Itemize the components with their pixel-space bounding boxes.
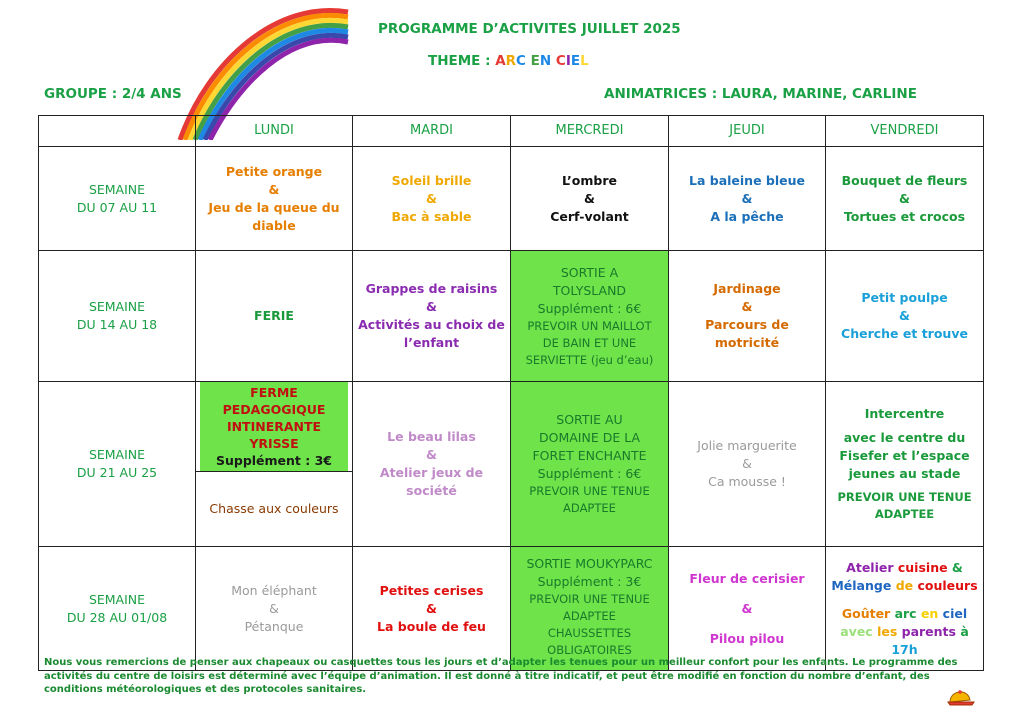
activity-text: Petite orange xyxy=(225,163,323,179)
outing-note: DE BAIN ET UNE xyxy=(542,335,637,350)
outing-cell xyxy=(511,382,669,547)
week-cell xyxy=(39,547,196,671)
activity-text: Jardinage xyxy=(713,281,781,296)
activity-text: l’enfant xyxy=(403,335,460,350)
activity-text: Mon éléphant xyxy=(231,582,317,598)
day-header-lundi: LUNDI xyxy=(196,116,353,147)
activity-text: & xyxy=(269,600,279,616)
day-header-mardi: MARDI xyxy=(353,116,511,147)
activity-cell xyxy=(669,547,826,671)
farm-outing-box xyxy=(200,382,348,471)
animatrices-label: ANIMATRICES : LAURA, MARINE, CARLINE xyxy=(604,86,917,102)
outing-title: FERME PEDAGOGIQUE xyxy=(222,385,326,417)
activity-cell xyxy=(669,382,826,547)
activity-cell xyxy=(196,382,353,472)
outing-note: CHAUSSETTES xyxy=(547,626,632,640)
activity-text: & xyxy=(741,190,753,206)
outing-title: DOMAINE DE LA xyxy=(538,430,640,445)
outing-note: SERVIETTE (jeu d’eau) xyxy=(525,352,654,367)
table-row xyxy=(39,547,984,671)
theme-letter: R xyxy=(505,53,517,69)
outing-title: SORTIE A xyxy=(560,264,619,280)
outing-note: OBLIGATOIRES xyxy=(547,643,632,657)
activity-cell xyxy=(353,251,511,382)
outing-title: INTINERANTE YRISSE xyxy=(226,419,322,451)
outing-title: FORET ENCHANTE xyxy=(532,448,647,463)
activity-text: Tortues et crocos xyxy=(843,208,966,224)
theme-letter: N xyxy=(539,53,552,69)
activity-cell xyxy=(353,382,511,547)
page-title: PROGRAMME D’ACTIVITES JUILLET 2025 xyxy=(378,21,681,37)
activity-text: & xyxy=(426,447,437,462)
outing-title: SORTIE MOUKYPARC xyxy=(526,556,653,571)
table-row xyxy=(39,251,984,382)
header-empty-cell xyxy=(39,116,196,147)
activity-text: Grappes de raisins xyxy=(365,281,498,296)
activity-text: Jeu de la queue du xyxy=(208,199,340,215)
table-header-row xyxy=(39,116,984,147)
theme-letter: I xyxy=(565,53,571,69)
table-row xyxy=(39,382,984,472)
week-range: DU 28 AU 01/08 xyxy=(66,609,168,625)
activity-text: Intercentre xyxy=(864,406,945,421)
outing-note: ADAPTEE xyxy=(563,501,616,515)
outing-price: Supplément : 3€ xyxy=(537,574,642,589)
activity-text: Atelier jeux de xyxy=(379,465,484,480)
activity-text: diable xyxy=(252,217,296,233)
activity-text: Le beau lilas xyxy=(387,429,476,444)
activity-text: & xyxy=(426,190,437,206)
theme-letter: E xyxy=(570,53,581,69)
activity-text: Cherche et trouve xyxy=(841,326,968,341)
activity-text: & xyxy=(899,308,910,323)
theme-letter: L xyxy=(580,53,589,69)
week-range: DU 14 AU 18 xyxy=(76,317,158,332)
outing-cell xyxy=(511,251,669,382)
activity-text: & xyxy=(268,181,280,197)
activity-text: Petit poulpe xyxy=(861,290,948,305)
theme-letter: C xyxy=(555,53,566,69)
week-label: SEMAINE xyxy=(88,299,146,314)
outing-price: Supplément : 6€ xyxy=(537,466,642,481)
activity-text: jeunes au stade xyxy=(848,466,961,481)
week-cell xyxy=(39,147,196,251)
activity-text: & xyxy=(426,299,437,314)
activity-text: Pétanque xyxy=(244,618,304,634)
activity-text: Atelier cuisine & xyxy=(846,559,963,575)
activity-text: & xyxy=(742,456,752,471)
week-cell xyxy=(39,382,196,547)
activity-cell xyxy=(511,147,669,251)
theme-value xyxy=(495,53,589,69)
activity-cell xyxy=(196,251,353,382)
activity-text: 17h xyxy=(891,641,918,657)
activity-cell xyxy=(196,472,353,547)
activity-text: société xyxy=(406,483,457,498)
activity-text: Activités au choix de xyxy=(358,317,505,332)
theme-label: THEME : xyxy=(428,53,491,69)
footer-note: Nous vous remercions de penser aux chapeaux ou casquettes tous les jours et d’adapter les tenues pour un meilleur confort pour les enfants. Le programme des activités du centre de loisirs est déterminé avec l’équipe d’animation. Il est donné à titre indicatif, et peut être modifié en fonction du nombre d’enfant, des conditions météorologiques et des protocoles sanitaires. xyxy=(44,657,958,695)
theme-line xyxy=(428,53,589,69)
activity-text: L’ombre xyxy=(561,172,618,188)
outing-title: SORTIE AU xyxy=(556,412,623,427)
table-row xyxy=(39,147,984,251)
activity-text: & xyxy=(426,600,437,616)
week-cell xyxy=(39,251,196,382)
outing-note: ADAPTEE xyxy=(563,609,616,623)
activity-cell xyxy=(353,147,511,251)
outing-title: TOLYSLAND xyxy=(552,282,627,298)
theme-letter: E xyxy=(530,53,540,69)
activity-text: FERIE xyxy=(254,308,294,323)
activity-text: Pilou pilou xyxy=(709,630,785,646)
activity-cell xyxy=(196,147,353,251)
activity-cell xyxy=(826,147,984,251)
cap-icon xyxy=(946,686,976,708)
activity-cell xyxy=(826,251,984,382)
activity-text: Ca mousse ! xyxy=(708,474,786,489)
activity-text: La boule de feu xyxy=(377,618,486,634)
activity-cell xyxy=(353,547,511,671)
outing-note: PREVOIR UN MAILLOT xyxy=(527,318,652,333)
activity-text: avec le centre du xyxy=(843,430,966,445)
theme-letter: C xyxy=(516,53,526,69)
activity-text: A la pêche xyxy=(710,208,784,224)
activity-note: PREVOIR UNE TENUE xyxy=(837,490,972,504)
activity-note: ADAPTEE xyxy=(874,507,935,521)
activity-schedule-table xyxy=(38,115,984,671)
activity-text: Fisefer et l’espace xyxy=(839,448,970,463)
activity-text: Goûter arc en ciel xyxy=(841,605,968,621)
day-header-vendredi: VENDREDI xyxy=(826,116,984,147)
activity-text: La baleine bleue xyxy=(689,172,805,188)
activity-text: & xyxy=(741,299,753,314)
activity-cell xyxy=(826,382,984,547)
activity-cell xyxy=(196,547,353,671)
activity-text: Jolie marguerite xyxy=(697,438,797,453)
day-header-mercredi: MERCREDI xyxy=(511,116,669,147)
day-header-jeudi: JEUDI xyxy=(669,116,826,147)
activity-text: Fleur de cerisier xyxy=(689,570,805,586)
activity-text: & xyxy=(741,600,753,616)
week-label: SEMAINE xyxy=(88,447,146,462)
activity-text: Bouquet de fleurs xyxy=(841,172,968,188)
outing-price: Supplément : 3€ xyxy=(215,453,333,468)
outing-price: Supplément : 6€ xyxy=(537,300,642,316)
activity-text: avec les parents à xyxy=(840,623,969,639)
activity-text: Cerf-volant xyxy=(550,208,629,224)
activity-text: Chasse aux couleurs xyxy=(209,501,339,516)
activity-cell xyxy=(669,147,826,251)
activity-text: & xyxy=(899,190,910,206)
week-label: SEMAINE xyxy=(88,591,146,607)
group-label: GROUPE : 2/4 ANS xyxy=(44,86,182,102)
activity-text: Bac à sable xyxy=(391,208,472,224)
week-label: SEMAINE xyxy=(88,181,146,197)
week-range: DU 21 AU 25 xyxy=(76,465,158,480)
activity-text: & xyxy=(584,190,595,206)
activity-text: Petites cerises xyxy=(379,582,484,598)
week-range: DU 07 AU 11 xyxy=(76,199,158,215)
activity-cell xyxy=(826,547,984,671)
activity-cell xyxy=(669,251,826,382)
activity-text: Soleil brille xyxy=(391,172,472,188)
theme-letter: A xyxy=(495,53,506,69)
activity-text: Parcours de motricité xyxy=(705,317,789,350)
activity-text: Mélange de couleurs xyxy=(831,577,978,593)
outing-note: PREVOIR UNE TENUE xyxy=(529,592,650,606)
outing-cell xyxy=(511,547,669,671)
outing-note: PREVOIR UNE TENUE xyxy=(529,484,650,498)
